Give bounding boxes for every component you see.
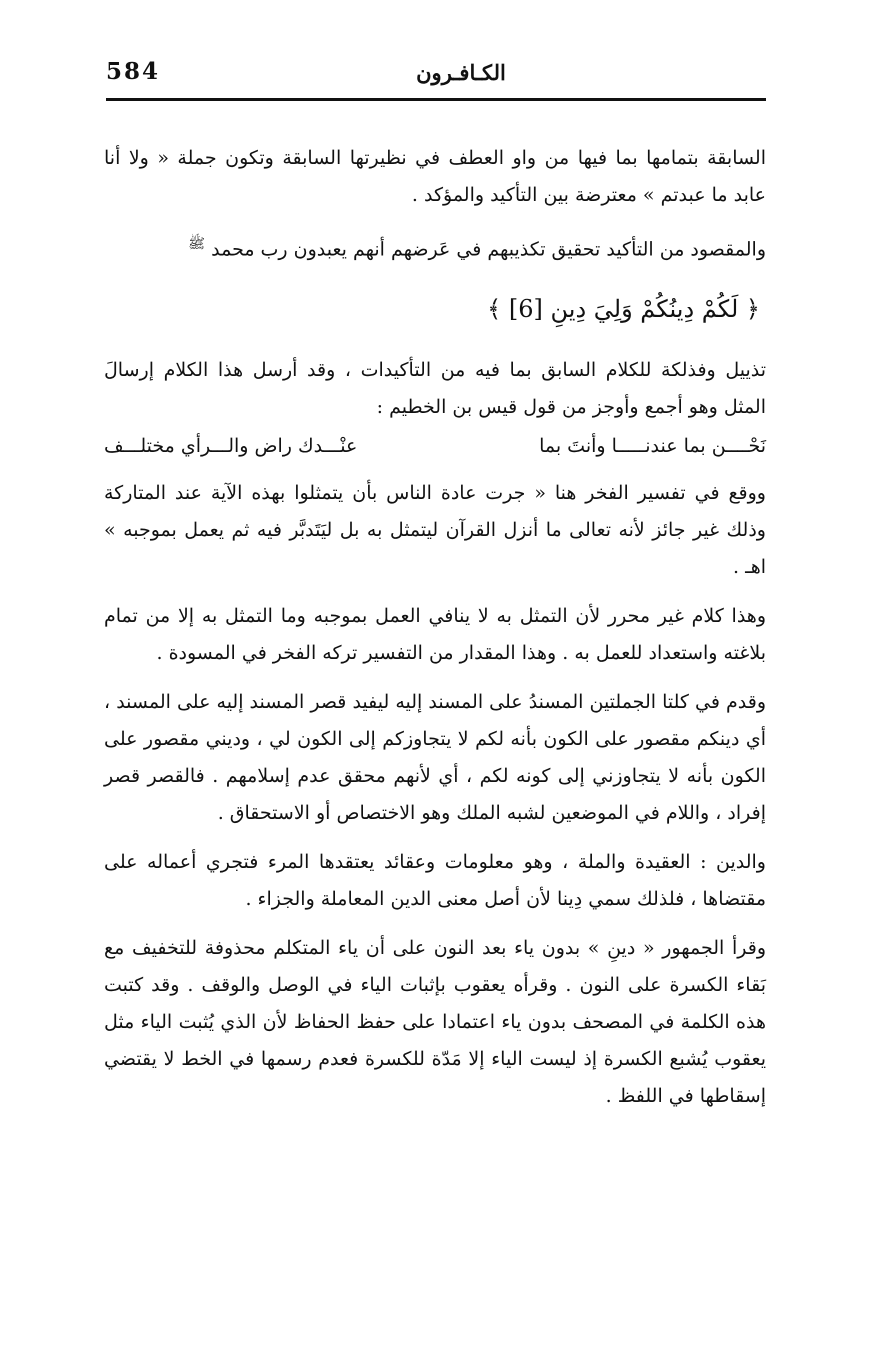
paragraph-6: وقدم في كلتا الجملتين المسندُ على المسند إليه ليفيد قصر المسند إليه على المسند ، أي دينكم مقصور على الكون بأنه لكم لا يتجاوزكم إلى الكون لي ، وديني مقصور على الكون بأنه لا يتجاوزني إلى كونه لكم ، أي لأنهم محقق عدم إسلامهم . فالقصر قصر إفراد ، واللام في الموضعين لشبه الملك وهو الاختصاص أو الاستحقاق . <box>104 691 766 825</box>
page-body <box>104 140 766 1127</box>
page-header <box>106 58 766 94</box>
header-divider <box>106 98 766 101</box>
paragraph-1: السابقة بتمامها بما فيها من واو العطف في نظيرتها السابقة وتكون جملة « ولا أنا عابد ما عبدتم » معترضة بين التأكيد والمؤكد . <box>104 147 766 206</box>
page-number: 584 <box>106 58 161 85</box>
salutation-symbol: ﷺ <box>188 236 206 252</box>
verse-first-hemistich: نَحْــــن بما عندنـــــا وأنتَ بما <box>539 435 766 458</box>
surah-title: الكـافـرون <box>416 60 506 85</box>
paragraph-8: وقرأ الجمهور « دينِ » بدون ياء بعد النون على أن ياء المتكلم محذوفة للتخفيف مع بَقاء الكسرة على النون . وقرأه يعقوب بإثبات الياء في الوصل والوقف . وقد كتبت هذه الكلمة في المصحف بدون ياء اعتمادا على حفظ الحفاظ لأن الذي يُثبت الياء مثل يعقوب يُشبع الكسرة إذ ليست الياء إلا مَدّة للكسرة فعدم رسمها في الخط لا يقتضي إسقاطها في اللفظ . <box>104 937 766 1108</box>
paragraph-7: والدين : العقيدة والملة ، وهو معلومات وعقائد يعتقدها المرء فتجري أعماله على مقتضاها ، فلذلك سمي دِينا لأن أصل معنى الدين المعاملة والجزاء . <box>104 851 766 911</box>
verse-second-hemistich: عنْـــدك راض والـــرأي مختلـــف <box>104 435 358 458</box>
paragraph-3: تذييل وفذلكة للكلام السابق بما فيه من التأكيدات ، وقد أرسل هذا الكلام إرسالَ المثل وهو أجمع وأوجز من قول قيس بن الخطيم : <box>104 359 766 419</box>
paragraph-2-text: والمقصود من التأكيد تحقيق تكذيبهم في عَرضهم أنهم يعبدون رب محمد <box>211 238 766 261</box>
quran-verse: ﴿ لَكُمْ دِينُكُمْ وَلِيَ دِينِ [6] ﴾ <box>487 295 760 324</box>
poetry-verse <box>104 428 766 465</box>
paragraph-5: وهذا كلام غير محرر لأن التمثل به لا ينافي العمل بموجبه وما التمثل به إلا من تمام بلاغته واستعداد للعمل به . وهذا المقدار من التفسير تركه الفخر في المسودة . <box>104 605 766 665</box>
paragraph-4: ووقع في تفسير الفخر هنا « جرت عادة الناس بأن يتمثلوا بهذه الآية عند المتاركة وذلك غير جائز لأنه تعالى ما أنزل القرآن ليتمثل به بل ليَتَدبَّر فيه ثم يعمل بموجبه » اهـ . <box>104 482 766 579</box>
paragraph-2 <box>104 226 766 268</box>
